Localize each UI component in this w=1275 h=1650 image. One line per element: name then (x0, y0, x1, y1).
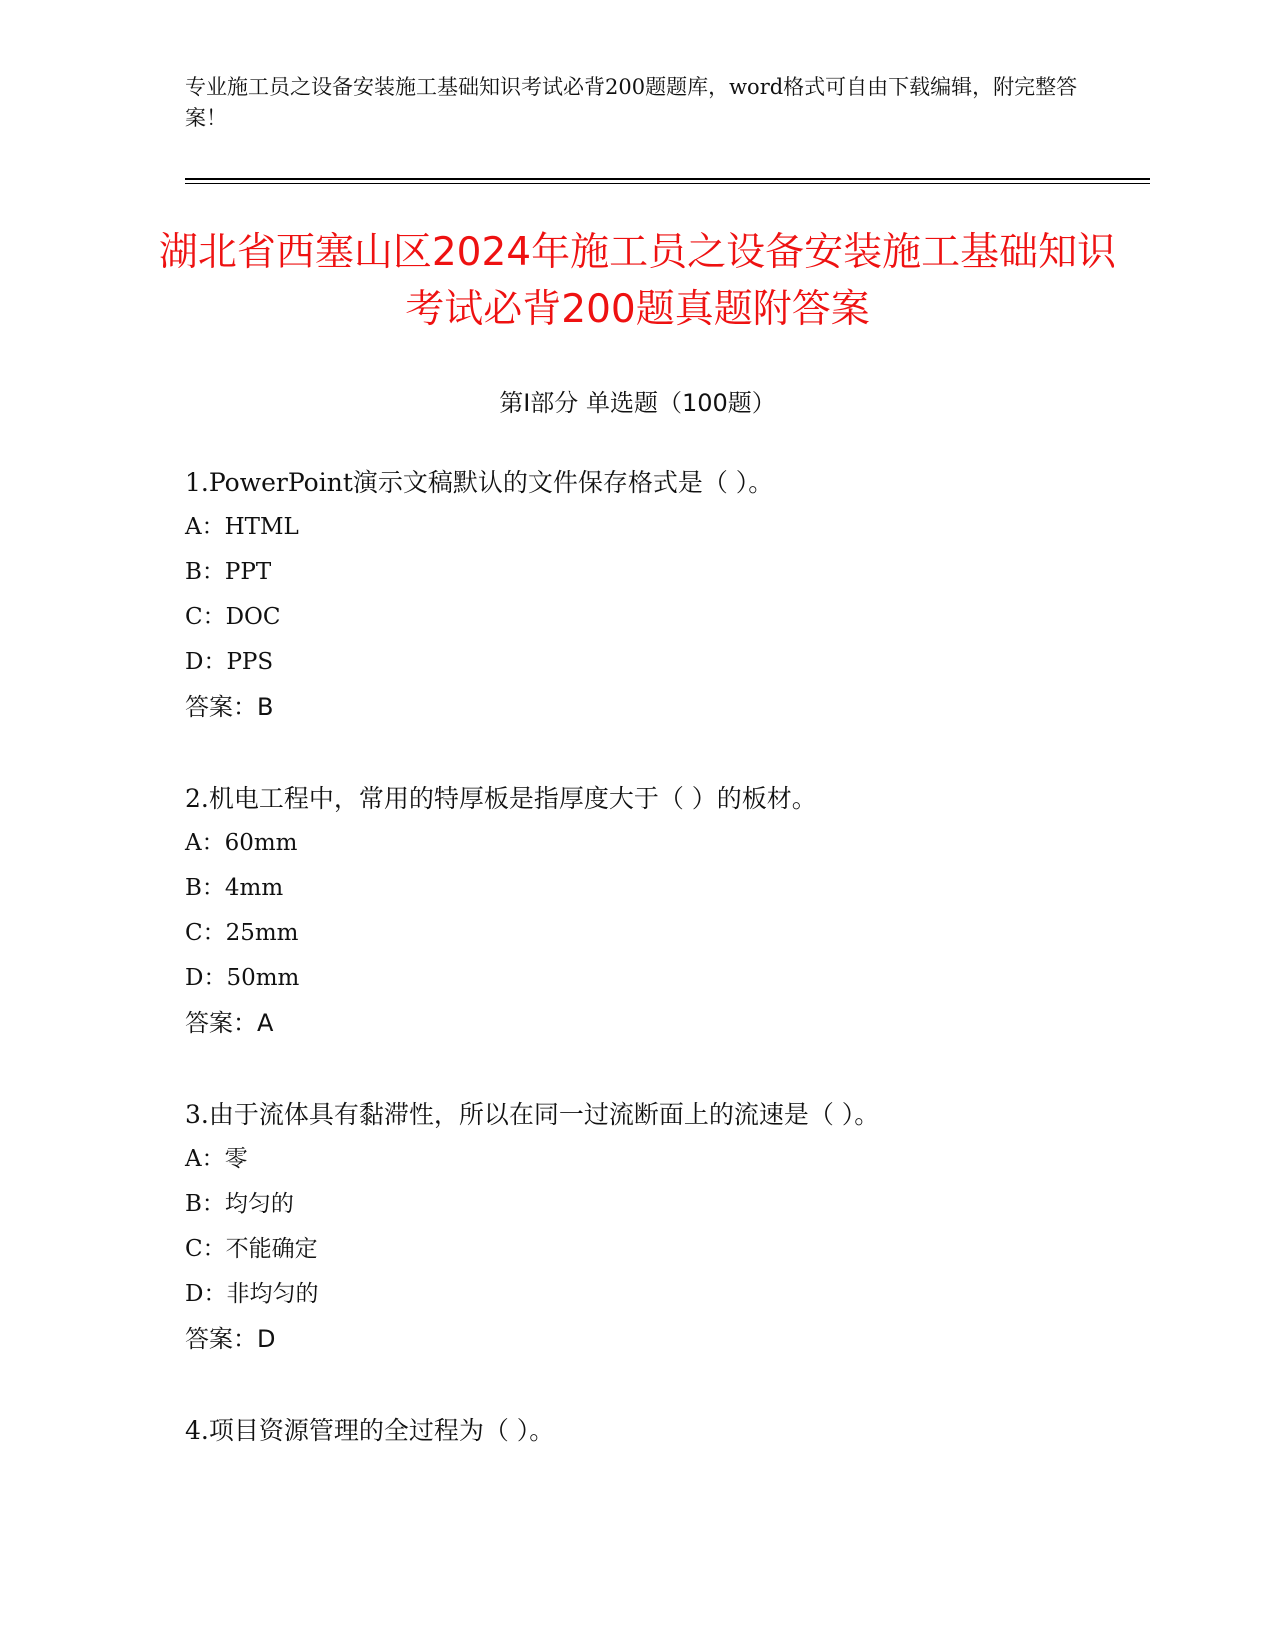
header-rule-thick (185, 178, 1150, 180)
answer: 答案：B (185, 693, 274, 721)
option-c: C：DOC (185, 604, 281, 630)
option-a: A：60mm (185, 830, 298, 856)
option-c: C：25mm (185, 920, 299, 946)
answer: 答案：D (185, 1325, 276, 1353)
option-a: A：零 (185, 1146, 248, 1172)
question-stem: 2.机电工程中，常用的特厚板是指厚度大于（ ）的板材。 (185, 784, 817, 813)
option-d: D：PPS (185, 649, 274, 675)
option-b: B：4mm (185, 875, 284, 901)
option-b: B：PPT (185, 559, 272, 585)
option-a: A：HTML (185, 514, 299, 540)
answer: 答案：A (185, 1009, 274, 1037)
question-stem: 1.PowerPoint演示文稿默认的文件保存格式是（ ）。 (185, 468, 774, 497)
option-d: D：50mm (185, 965, 300, 991)
question-4 (185, 1408, 1135, 1453)
option-c: C：不能确定 (185, 1236, 318, 1262)
header-rule-thin (185, 183, 1150, 184)
option-d: D：非均匀的 (185, 1281, 319, 1307)
header-note: 专业施工员之设备安装施工基础知识考试必背200题题库，word格式可自由下载编辑，附完整答案！ (185, 75, 1078, 130)
question-stem: 3.由于流体具有黏滞性，所以在同一过流断面上的流速是（ ）。 (185, 1100, 880, 1129)
section-title: 第I部分 单选题（100题） (499, 389, 776, 417)
question-3 (185, 1092, 1135, 1362)
option-b: B：均匀的 (185, 1191, 294, 1217)
question-stem: 4.项目资源管理的全过程为（ ）。 (185, 1416, 555, 1445)
question-1 (185, 460, 1135, 730)
document-title: 湖北省西塞山区2024年施工员之设备安装施工基础知识考试必背200题真题附答案 (158, 230, 1117, 332)
question-2 (185, 776, 1135, 1046)
